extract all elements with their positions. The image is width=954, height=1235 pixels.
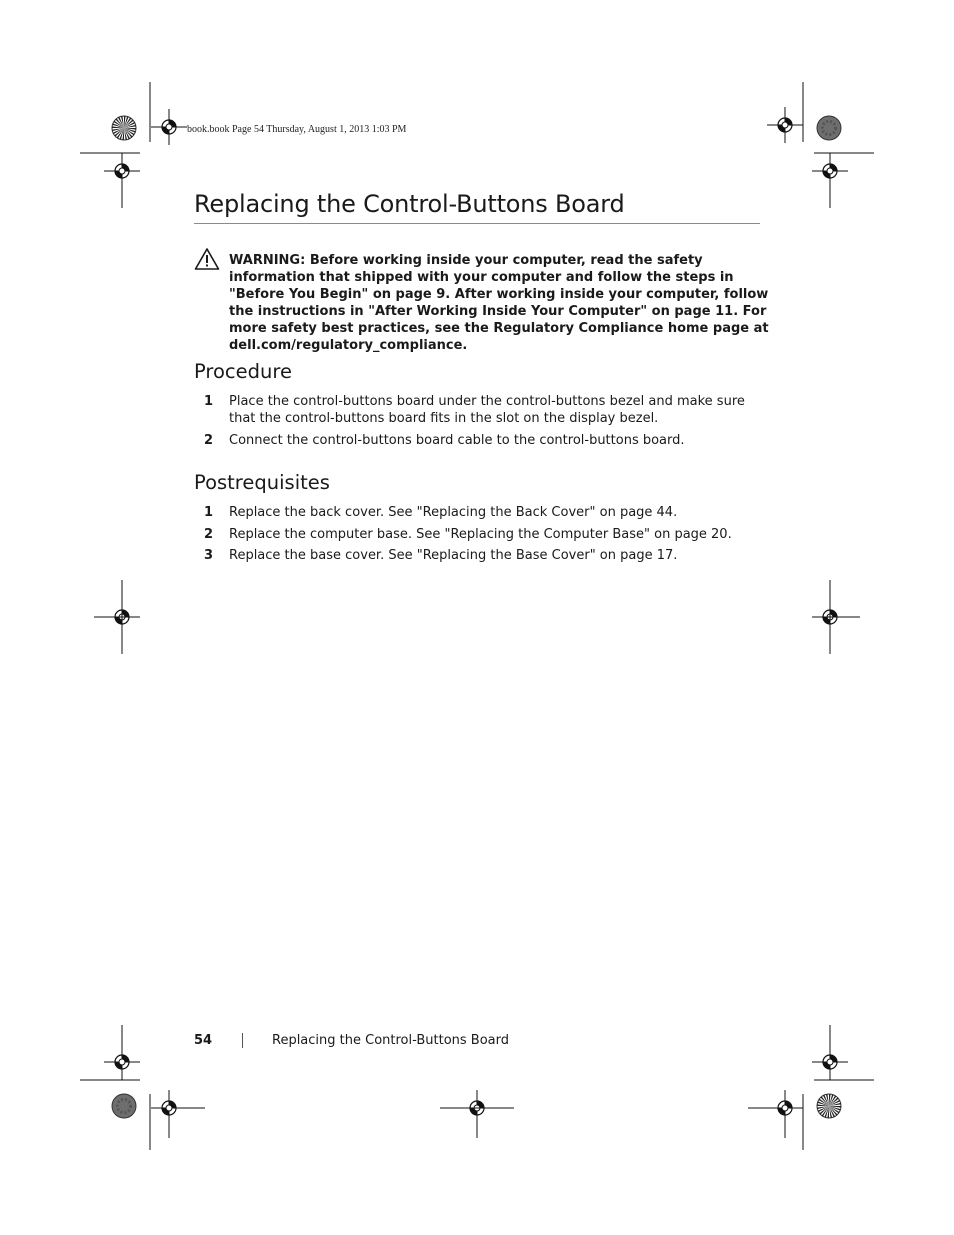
step-text: Replace the base cover. See "Replacing the Base Cover" on page 17. <box>229 548 678 563</box>
registration-center <box>782 1105 788 1111</box>
warning-text: WARNING: Before working inside your computer, read the safety information that shipped with your computer and follow the steps in "Before You Begin" on page 9. After working inside your computer, follow the instructions in "After Working Inside Your Computer" on page 11. For more safety best practices, see the Regulatory Compliance home page at dell.com/regulatory_compliance. <box>229 253 769 353</box>
postrequisites-heading: Postrequisites <box>194 471 330 494</box>
list-item <box>204 526 764 543</box>
registration-center <box>119 168 125 174</box>
step-text: Replace the back cover. See "Replacing the Back Cover" on page 44. <box>229 505 678 520</box>
gray-patch-icon <box>112 1094 136 1118</box>
registration-center <box>166 124 172 130</box>
footer-section-title: Replacing the Control-Buttons Board <box>272 1033 510 1048</box>
print-slug: book.book Page 54 Thursday, August 1, 2013 1:03 PM <box>187 124 407 135</box>
step-text: Replace the computer base. See "Replacing the Computer Base" on page 20. <box>229 526 732 542</box>
step-number: 2 <box>204 433 214 448</box>
page-title: Replacing the Control-Buttons Board <box>194 190 625 218</box>
step-text: Connect the control-buttons board cable to the control-buttons board. <box>229 433 685 448</box>
list-item <box>204 504 764 521</box>
footer-separator <box>242 1033 243 1048</box>
list-item <box>204 432 764 449</box>
list-item <box>204 547 764 564</box>
step-text: Place the control-buttons board under the control-buttons bezel and make sure that the control-buttons board fits in the slot on the display bezel. <box>229 394 745 426</box>
list-item <box>204 393 764 427</box>
procedure-heading: Procedure <box>194 360 292 383</box>
step-number: 1 <box>204 394 214 409</box>
registration-center <box>782 122 788 128</box>
postrequisites-steps <box>204 504 764 564</box>
step-number: 1 <box>204 505 214 520</box>
step-number: 3 <box>204 548 214 563</box>
gray-patch-icon <box>817 116 841 140</box>
title-rule <box>194 223 760 224</box>
step-number: 2 <box>204 526 214 542</box>
registration-center <box>827 168 833 174</box>
registration-center <box>827 1059 833 1065</box>
page-number: 54 <box>194 1033 213 1048</box>
procedure-steps <box>204 393 764 449</box>
registration-center <box>119 1059 125 1065</box>
registration-center <box>166 1105 172 1111</box>
warning-triangle-icon <box>194 247 220 271</box>
